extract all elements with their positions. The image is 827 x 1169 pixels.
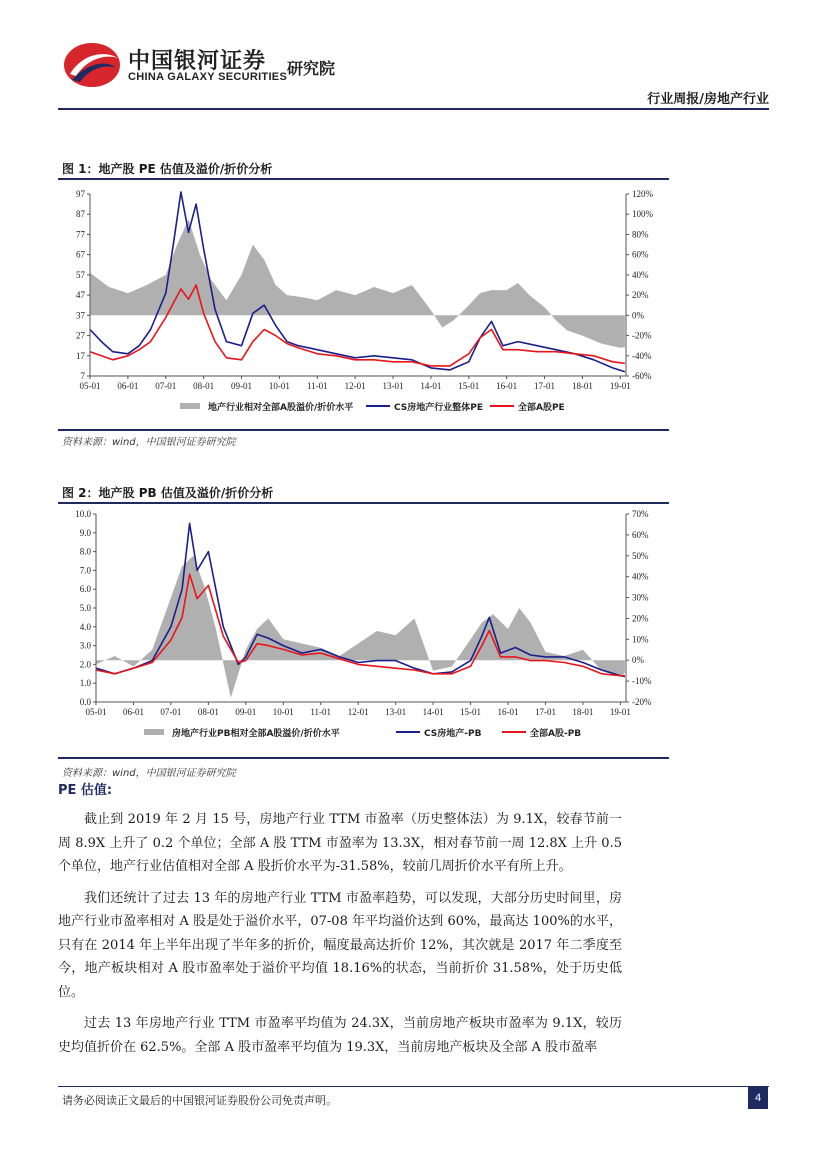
pe-chart-x-tick-label: 07-01 xyxy=(155,381,177,391)
pe-chart-right-tick-label: 100% xyxy=(632,209,653,220)
pb-chart-x-tick-label: 15-01 xyxy=(460,707,482,717)
pb-chart-left-tick-label: 5.0 xyxy=(79,603,91,613)
pb-chart-x-tick-label: 18-01 xyxy=(572,707,594,717)
figure2-title: 图 2：地产股 PB 估值及溢价/折价分析 xyxy=(62,486,274,500)
pb-chart-legend-label: CS房地产-PB xyxy=(424,729,482,739)
pe-chart-left-tick-label: 17 xyxy=(76,350,85,361)
pb-chart-x-tick-label: 16-01 xyxy=(497,707,519,717)
figure2-source: 资料来源：wind，中国银河证券研究院 xyxy=(62,768,236,779)
pe-chart-x-tick-label: 14-01 xyxy=(420,381,442,391)
pb-chart-right-tick-label: -10% xyxy=(632,676,652,687)
pe-chart-right-tick-label: -40% xyxy=(632,350,652,361)
pe-chart-legend-swatch-area xyxy=(180,403,200,409)
pe-chart-x-tick-label: 11-01 xyxy=(306,381,328,391)
report-type: 行业周报/房地产行业 xyxy=(647,92,769,107)
pe-chart-right-tick-label: 60% xyxy=(632,249,649,260)
pe-chart-x-tick-label: 10-01 xyxy=(268,381,290,391)
pb-chart-premium-area xyxy=(96,556,625,698)
pb-chart-legend-swatch-area xyxy=(144,729,164,735)
pb-chart-x-tick-label: 13-01 xyxy=(385,707,407,717)
pb-chart-right-tick-label: 70% xyxy=(632,509,649,519)
pe-chart-x-tick-label: 13-01 xyxy=(382,381,404,391)
pe-chart-legend-label: CS房地产行业整体PE xyxy=(394,403,483,413)
pb-chart-x-tick-label: 17-01 xyxy=(534,707,556,717)
pb-chart-left-tick-label: 6.0 xyxy=(79,584,91,595)
body-text xyxy=(58,808,622,1059)
pb-chart-right-tick-label: 20% xyxy=(632,613,649,624)
pb-chart-left-tick-label: 0.0 xyxy=(79,697,91,707)
figure2-bottom-rule xyxy=(58,757,669,759)
pb-chart-x-tick-label: 19-01 xyxy=(609,707,631,717)
pb-chart-x-tick-label: 12-01 xyxy=(347,707,369,717)
pb-chart-left-tick-label: 2.0 xyxy=(79,659,91,670)
paragraph-2: 我们还统计了过去 13 年的房地产行业 TTM 市盈率趋势，可以发现，大部分历史时间里，房地产行业市盈率相对 A 股是处于溢价水平，07-08 年平均溢价达到 60%，最高达 100%的水平，只有在 2014 年上半年出现了半年多的折价，幅度最高达折价 12%，其次就是 2017 年二季度至今，地产板块相对 A 股市盈率处于溢价平均值 18.16%的状态，当前折价 31.58%，处于历史低位。 xyxy=(58,890,622,1000)
pb-chart-left-tick-label: 4.0 xyxy=(79,621,91,632)
pe-chart-right-tick-label: 0% xyxy=(632,310,644,321)
header-divider xyxy=(58,108,769,110)
pb-chart-right-tick-label: 50% xyxy=(632,550,649,561)
pe-chart-right-tick-label: -20% xyxy=(632,330,652,341)
pe-chart-left-tick-label: 27 xyxy=(76,330,85,341)
page-number: 4 xyxy=(748,1087,768,1109)
pb-chart-right-tick-label: 0% xyxy=(632,655,644,666)
figure1-bottom-rule xyxy=(58,429,669,431)
pb-chart-left-tick-label: 3.0 xyxy=(79,640,91,651)
pb-chart-right-tick-label: 10% xyxy=(632,634,649,645)
pb-chart-x-tick-label: 14-01 xyxy=(422,707,444,717)
pe-chart-x-tick-label: 17-01 xyxy=(534,381,556,391)
pb-chart-right-tick-label: -20% xyxy=(632,697,652,707)
logo-english-name: CHINA GALAXY SECURITIES xyxy=(128,71,288,83)
footer-divider xyxy=(58,1086,769,1087)
pe-chart-x-tick-label: 16-01 xyxy=(496,381,518,391)
pe-chart-left-tick-label: 67 xyxy=(76,249,85,260)
pb-chart-x-tick-label: 11-01 xyxy=(310,707,332,717)
pb-chart-left-tick-label: 10.0 xyxy=(75,509,91,519)
pe-chart-x-tick-label: 05-01 xyxy=(79,381,101,391)
pb-chart-legend-label: 房地产行业PB相对全部A股溢价/折价水平 xyxy=(172,729,340,739)
figure1-source: 资料来源：wind，中国银河证券研究院 xyxy=(62,437,236,448)
pe-chart-right-tick-label: 20% xyxy=(632,290,649,301)
section-title: PE 估值: xyxy=(58,783,113,798)
pe-chart-legend-label: 地产行业相对全部A股溢价/折价水平 xyxy=(208,403,354,413)
pb-chart-left-tick-label: 8.0 xyxy=(79,546,91,557)
paragraph-3: 过去 13 年房地产行业 TTM 市盈率平均值为 24.3X，当前房地产板块市盈率为 9.1X，较历史均值折价在 62.5%。全部 A 股市盈率平均值为 19.3X，当前房地产板块及全部 A 股市盈率 xyxy=(58,1016,622,1055)
pe-chart-left-tick-label: 7 xyxy=(80,371,85,381)
pe-chart-left-tick-label: 37 xyxy=(76,310,85,321)
pe-chart-x-tick-label: 08-01 xyxy=(193,381,215,391)
pe-chart-x-tick-label: 19-01 xyxy=(609,381,631,391)
pb-chart-x-tick-label: 10-01 xyxy=(272,707,294,717)
pb-chart-left-tick-label: 1.0 xyxy=(79,678,91,689)
pe-chart-x-tick-label: 09-01 xyxy=(231,381,253,391)
pe-chart-x-tick-label: 06-01 xyxy=(117,381,139,391)
pe-chart-left-tick-label: 97 xyxy=(76,189,85,199)
pe-chart-left-tick-label: 47 xyxy=(76,290,85,301)
pb-chart-left-tick-label: 9.0 xyxy=(79,527,91,538)
pe-valuation-chart xyxy=(58,180,669,428)
pb-chart-right-tick-label: 60% xyxy=(632,529,649,540)
pe-chart-right-tick-label: 40% xyxy=(632,269,649,280)
footer-disclaimer: 请务必阅读正文最后的中国银河证券股份公司免责声明。 xyxy=(62,1094,337,1107)
pb-chart-x-tick-label: 09-01 xyxy=(235,707,257,717)
pe-chart-left-tick-label: 57 xyxy=(76,269,85,280)
pe-chart-right-tick-label: 120% xyxy=(632,189,653,199)
pb-chart-left-tick-label: 7.0 xyxy=(79,565,91,576)
pb-chart-x-tick-label: 05-01 xyxy=(85,707,107,717)
pe-chart-x-tick-label: 18-01 xyxy=(571,381,593,391)
pe-chart-right-tick-label: -60% xyxy=(632,371,652,381)
pb-chart-legend-label: 全部A股-PB xyxy=(530,729,582,739)
pb-chart-right-tick-label: 30% xyxy=(632,592,649,603)
pe-chart-x-tick-label: 15-01 xyxy=(458,381,480,391)
pb-chart-x-tick-label: 08-01 xyxy=(197,707,219,717)
pe-chart-legend-label: 全部A股PE xyxy=(518,403,565,413)
paragraph-1: 截止到 2019 年 2 月 15 号，房地产行业 TTM 市盈率（历史整体法）为 9.1X，较春节前一周 8.9X 上升了 0.2 个单位；全部 A 股 TTM 市盈率为 13.3X，相对春节前一周 12.8X 上升 0.5 个单位，地产行业估值相对全部 A 股折价水平为-31.58%，较前几周折价水平有所上升。 xyxy=(58,812,622,874)
figure1-title: 图 1：地产股 PE 估值及溢价/折价分析 xyxy=(62,162,273,176)
pb-chart-x-tick-label: 06-01 xyxy=(122,707,144,717)
galaxy-logo-icon xyxy=(62,40,122,90)
pe-chart-x-tick-label: 12-01 xyxy=(344,381,366,391)
logo-chinese-name: 中国银河证券 xyxy=(128,49,267,74)
pe-chart-right-tick-label: 80% xyxy=(632,229,649,240)
pe-chart-left-tick-label: 77 xyxy=(76,229,85,240)
pe-chart-premium-area xyxy=(90,219,625,347)
pb-chart-x-tick-label: 07-01 xyxy=(160,707,182,717)
pb-valuation-chart xyxy=(58,504,669,756)
institute-label: 研究院 xyxy=(287,59,336,78)
pb-chart-right-tick-label: 40% xyxy=(632,571,649,582)
pe-chart-left-tick-label: 87 xyxy=(76,209,85,220)
